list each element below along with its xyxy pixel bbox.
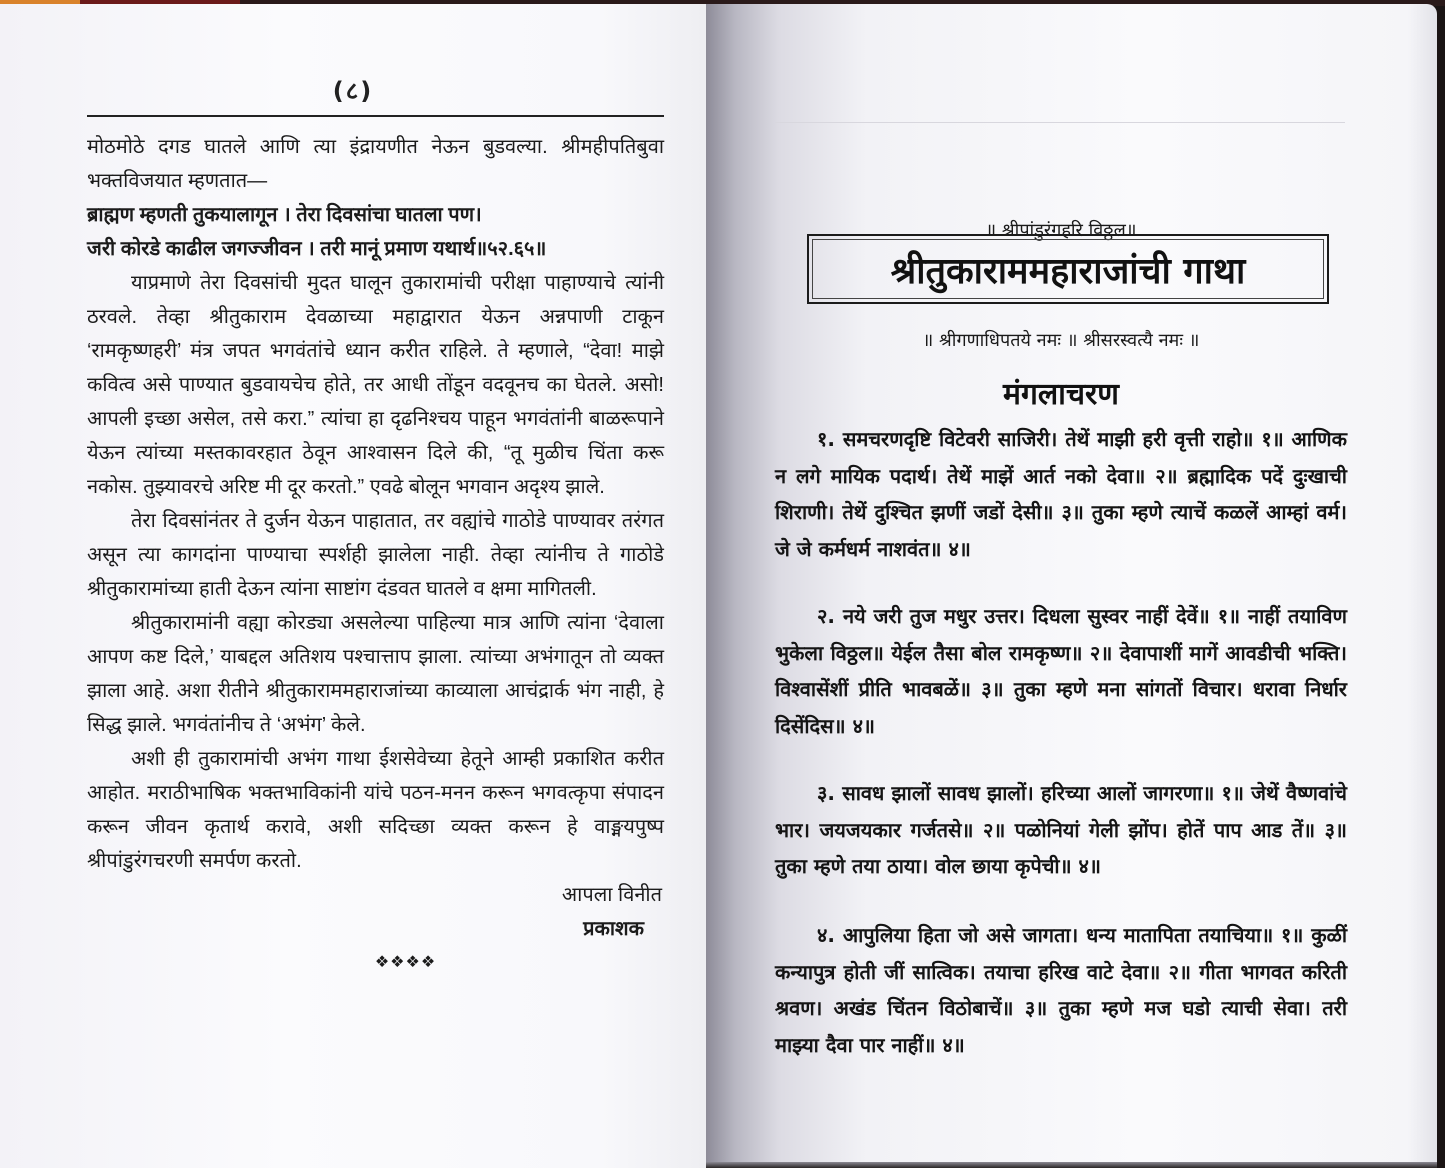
invocation: ॥ श्रीपांडुरंगहरि विठ्ठल॥ [985,220,1137,241]
signature: प्रकाशक [583,918,644,940]
verse-line-1: ब्राह्मण म्हणती तुकयालागून । तेरा दिवसांचा घातला पण। [87,204,482,226]
abhang-number: १. [817,427,835,451]
page-title [807,234,1329,304]
body-paragraph: अशी ही तुकारामांची अभंग गाथा ईशसेवेच्या हेतूने आम्ही प्रकाशित करीत आहोत. मराठीभाषिक भक्तभाविकांनी यांचे पठन-मनन करून भगवत्कृपा संपादन करून जीवन कृतार्थ करावे, अशी सदिच्छा व्यक्त करून हे वाङ्मयपुष्प श्रीपांडुरंगचरणी समर्पण करतो. [87,748,664,872]
body-paragraph: श्रीतुकारामांनी वह्या कोरड्या असलेल्या पाहिल्या मात्र आणि त्यांना ‘देवाला आपण कष्ट दिले,’ याबद्दल अतिशय पश्चात्ताप झाला. त्यांच्या अभंगातून तो व्यक्त झाला आहे. अशा रीतीने श्रीतुकाराममहाराजांच्या काव्याला आचंद्रार्क भंग नाही, हे सिद्ध झाले. भगवंतांनीच ते ‘अभंग’ केले. [87,612,664,736]
verse-line-2: जरी कोरडे काढील जगज्जीवन । तरी मानूं प्रमाण यथार्थ॥५२.६५॥ [87,238,547,260]
abhang-number: २. [817,604,835,628]
bottom-shadow [706,1162,1437,1168]
abhang-number: ३. [817,781,835,805]
abhang-text: समचरणदृष्टि विटेवरी साजिरी। तेथें माझी हरी वृत्ती राहो॥ १॥ आणिक न लगे मायिक पदार्थ। तेथें माझें आर्त नको देवा॥ २॥ ब्रह्मादिक पदें दुःखाची शिराणी। तेथें दुश्चित झणीं जडों देसी॥ ३॥ तुका म्हणे त्याचें कळलें आम्हां वर्म। जे जे कर्मधर्म नाशवंत॥ ४॥ [775,427,1347,561]
right-book-edge [1437,10,1445,1168]
signoff: आपला विनीत [561,884,662,906]
header-rule [87,115,664,117]
title-text: श्रीतुकाराममहाराजांची गाथा [890,250,1246,292]
abhang-4 [775,917,1347,1063]
abhang-1 [775,421,1347,567]
abhang-text: आपुलिया हिता जो असे जागता। धन्य मातापिता तयाचिया॥ १॥ कुळीं कन्यापुत्र होती जीं सात्विक। तयाचा हरिख वाटे देवा॥ २॥ गीता भागवत करिती श्रवण। अखंड चिंतन विठोबाचें॥ ३॥ तुका म्हणे मज घडो त्याची सेवा। तरी माझ्या दैवा पार नाहीं॥ ४॥ [775,923,1347,1057]
body-paragraph: याप्रमाणे तेरा दिवसांची मुदत घालून तुकारामांची परीक्षा पाहाण्याचे त्यांनी ठरवले. तेव्हा श्रीतुकाराम देवळाच्या महाद्वारात येऊन अन्नपाणी टाकून ‘रामकृष्णहरी’ मंत्र जपत भगवंतांचे ध्यान करीत राहिले. ते म्हणाले, “देवा! माझे कवित्व असे पाण्यात बुडवायचेच होते, तर आधी तोंडून वदवूनच का घेतले. असो! आपली इच्छा असेल, तसे करा.” त्यांचा हा दृढनिश्चय पाहून भगवंतांनी बाळरूपाने येऊन त्यांच्या मस्तकावरहात ठेवून आश्वासन दिले की, “तू मुळीच चिंता करू नकोस. तुझ्यावरचे अरिष्ट मी दूर करतो.” एवढे बोलून भगवान अदृश्य झाले. [87,272,664,498]
left-page-body [87,130,664,980]
abhang-2 [775,598,1347,744]
abhang-number: ४. [817,923,835,947]
abhang-text: नये जरी तुज मधुर उत्तर। दिधला सुस्वर नाहीं देवें॥ १॥ नाहीं तयाविण भुकेला विठ्ठल॥ येईल तैसा बोल रामकृष्ण॥ २॥ देवापाशीं मागें आवडीची भक्ति। विश्वासेंशीं प्रीति भावबळें॥ ३॥ तुका म्हणे मना सांगतों विचार। धरावा निर्धार दिसेंदिस॥ ४॥ [775,604,1347,738]
abhang-3 [775,775,1347,885]
bleed-through-rule [775,122,1345,123]
body-paragraph: तेरा दिवसांनंतर ते दुर्जन येऊन पाहातात, तर वह्यांचे गाठोडे पाण्यावर तरंगत असून त्या कागदांना पाण्याचा स्पर्शही झालेला नाही. तेव्हा त्यांनीच ते गाठोडे श्रीतुकारामांच्या हाती देऊन त्यांना साष्टांग दंडवत घातले व क्षमा मागितली. [87,510,664,600]
section-heading: मंगलाचरण [1003,377,1119,412]
abhang-text: सावध झालों सावध झालों। हरिच्या आलों जागरणा॥ १॥ जेथें वैष्णवांचे भार। जयजयकार गर्जतसे॥ २॥ पळोनियां गेली झोंप। होतें पाप आड तें॥ ३॥ तुका म्हणे तया ठाया। वोल छाया कृपेची॥ ४॥ [775,781,1347,878]
ornament-divider: ❖❖❖❖ [374,954,437,971]
page-number: (८) [332,77,374,105]
salutation: ॥ श्रीगणाधिपतये नमः ॥ श्रीसरस्वत्यै नमः ॥ [922,330,1200,351]
intro-paragraph: मोठमोठे दगड घातले आणि त्या इंद्रायणीत नेऊन बुडवल्या. श्रीमहीपतिबुवा भक्तविजयात म्हणतात— [87,136,664,192]
